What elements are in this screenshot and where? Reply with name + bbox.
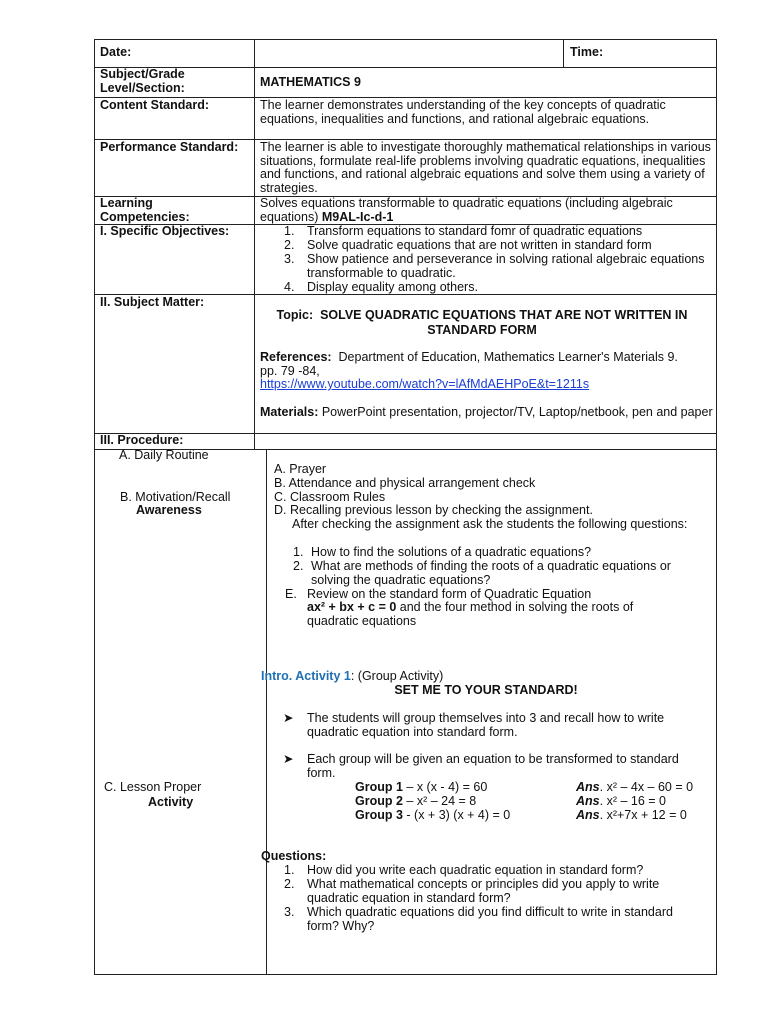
question-number: 1. (284, 863, 295, 877)
arrow-bullet-icon: ➤ (283, 711, 294, 725)
objective-item: Show patience and perseverance in solving rational algebraic equations transformable to quadratic. (307, 252, 705, 280)
competency-code: M9AL-Ic-d-1 (321, 209, 394, 224)
activity-title: SET ME TO YOUR STANDARD! (394, 683, 578, 697)
question-item: How did you write each quadratic equation in standard form? (307, 863, 644, 877)
references-block (260, 351, 680, 392)
references-text: Department of Education, Mathematics Learner's Materials 9. pp. 79 -84, (260, 350, 678, 378)
learning-competencies-label: Learning Competencies: (100, 196, 190, 224)
materials-text: PowerPoint presentation, projector/TV, Laptop/netbook, pen and paper (321, 405, 713, 419)
learning-competencies-value: Solves equations transformable to quadratic equations (including algebraic equations) M9AL-Ic-d-1 (260, 196, 673, 224)
reference-link[interactable]: https://www.youtube.com/watch?v=lAfMdAEHPoE&t=1211s (260, 377, 590, 392)
review-text: Review on the standard form of Quadratic Equation (307, 587, 592, 601)
objective-number: 3. (284, 252, 295, 266)
objective-item: Solve quadratic equations that are not written in standard form (307, 238, 652, 252)
subject-matter-label: II. Subject Matter: (100, 295, 205, 309)
routine-item: C. Classroom Rules (274, 490, 386, 504)
questions-label: Questions: (261, 849, 327, 863)
daily-routine-label: A. Daily Routine (119, 448, 209, 462)
awareness-label: Awareness (136, 503, 202, 517)
after-check-text: After checking the assignment ask the students the following questions: (292, 517, 688, 531)
recall-question-number: 2. (293, 559, 304, 573)
review-letter: E. (285, 587, 297, 601)
objective-item: Display equality among others. (307, 280, 478, 294)
references-label: References: (260, 350, 332, 364)
activity-label: Activity (148, 795, 194, 809)
routine-item: A. Prayer (274, 462, 327, 476)
recall-question: How to find the solutions of a quadratic equations? (311, 545, 592, 559)
intro-activity-heading: Intro. Activity 1: (Group Activity) (261, 669, 444, 683)
objective-item: Transform equations to standard fomr of quadratic equations (307, 224, 643, 238)
question-number: 2. (284, 877, 295, 891)
question-item: What mathematical concepts or principles did you apply to write quadratic equation in standard form? (307, 877, 660, 905)
objective-number: 1. (284, 224, 295, 238)
question-item: Which quadratic equations did you find difficult to write in standard form? Why? (307, 905, 673, 933)
routine-item: D. Recalling previous lesson by checking the assignment. (274, 503, 593, 517)
subject-value: MATHEMATICS 9 (260, 75, 361, 89)
subject-label: Subject/Grade Level/Section: (100, 67, 185, 95)
intro-activity-label: Intro. Activity 1 (261, 669, 351, 683)
topic-label: Topic: (276, 308, 314, 322)
time-label: Time: (570, 45, 604, 59)
procedure-label: III. Procedure: (100, 433, 184, 447)
recall-question-number: 1. (293, 545, 304, 559)
group-equation: Group 2 – x² – 24 = 8 (355, 794, 477, 808)
materials-label: Materials: (260, 405, 319, 419)
group-answer: Ans. x² – 16 = 0 (576, 794, 666, 808)
standard-form-formula: ax² + bx + c = 0 (307, 600, 397, 614)
question-number: 3. (284, 905, 295, 919)
objective-number: 2. (284, 238, 295, 252)
group-answer: Ans. x² – 4x – 60 = 0 (576, 780, 694, 794)
performance-standard-value: The learner is able to investigate thoroughly mathematical relationships in various situations, formulate real-life problems involving quadratic equations, inequalities and functions, and rational algebraic equations and solve them using a variety of strategies. (260, 140, 711, 195)
topic-line (262, 308, 702, 338)
topic-text: SOLVE QUADRATIC EQUATIONS THAT ARE NOT WRITTEN IN STANDARD FORM (320, 308, 688, 337)
performance-standard-label: Performance Standard: (100, 140, 239, 154)
materials-block (260, 406, 715, 420)
date-label: Date: (100, 45, 132, 59)
motivation-label: B. Motivation/Recall (120, 490, 231, 504)
review-formula-line: ax² + bx + c = 0 and the four method in solving the roots of quadratic equations (307, 600, 634, 628)
group-answer: Ans. x²+7x + 12 = 0 (576, 808, 687, 822)
content-standard-value: The learner demonstrates understanding of the key concepts of quadratic equations, inequalities and functions, and rational algebraic equations. (260, 98, 666, 126)
lesson-proper-label: C. Lesson Proper (104, 780, 202, 794)
bullet-text: The students will group themselves into 3 and recall how to write quadratic equation into standard form. (307, 711, 665, 739)
bullet-text: Each group will be given an equation to be transformed to standard form. (307, 752, 679, 780)
objective-number: 4. (284, 280, 295, 294)
group-equation: Group 1 – x (x - 4) = 60 (355, 780, 488, 794)
recall-question: What are methods of finding the roots of a quadratic equations or solving the quadratic equations? (311, 559, 671, 587)
group-equation: Group 3 - (x + 3) (x + 4) = 0 (355, 808, 511, 822)
objectives-label: I. Specific Objectives: (100, 224, 230, 238)
routine-item: B. Attendance and physical arrangement check (274, 476, 536, 490)
content-standard-label: Content Standard: (100, 98, 210, 112)
arrow-bullet-icon: ➤ (283, 752, 294, 766)
